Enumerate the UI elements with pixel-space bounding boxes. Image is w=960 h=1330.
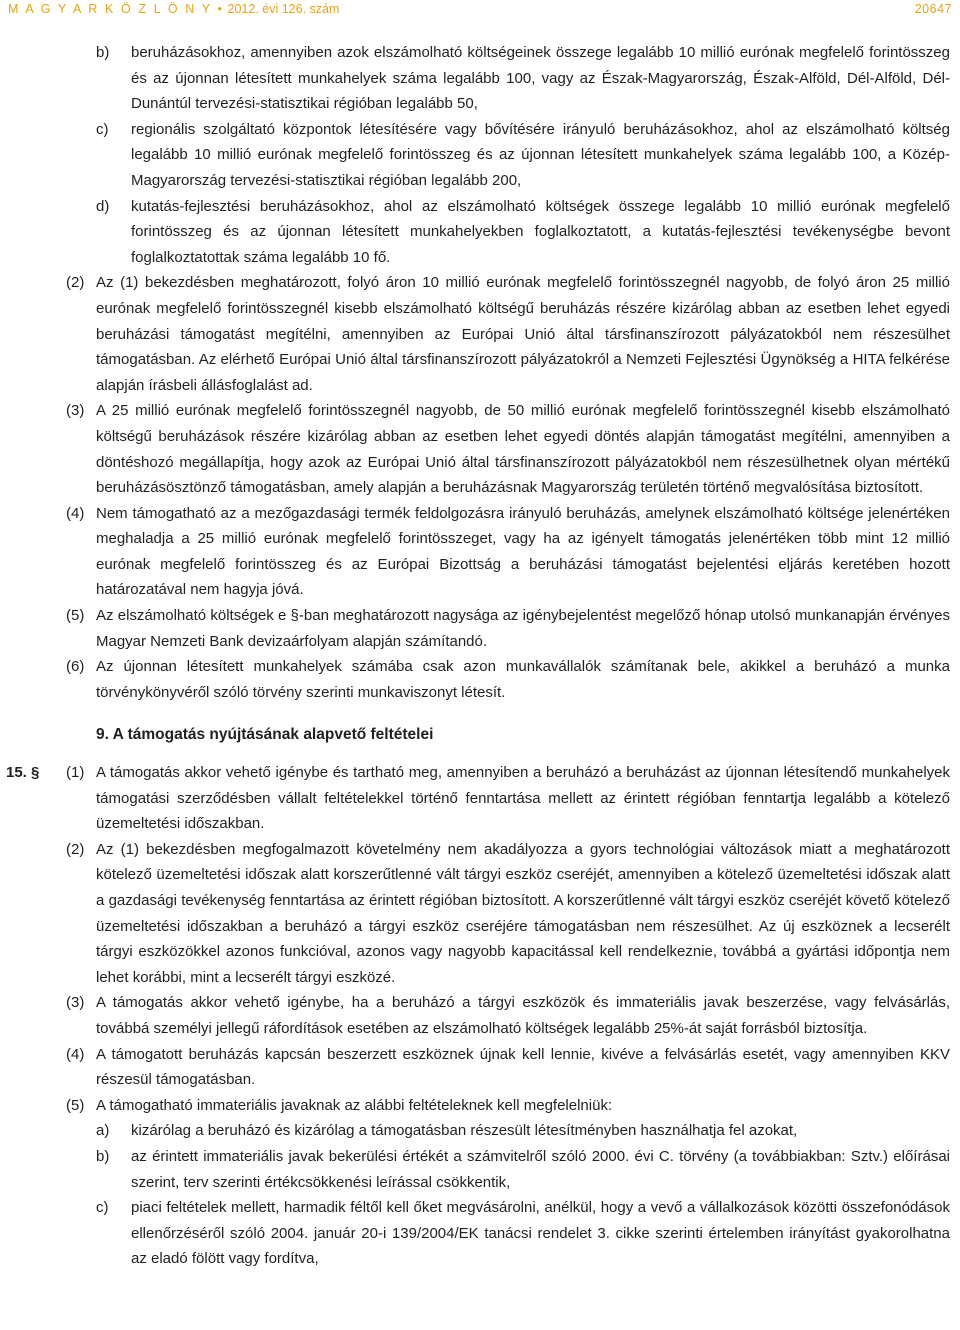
paragraph-text: A támogatható immateriális javaknak az alábbi feltételeknek kell megfelelniük: — [96, 1096, 613, 1114]
item-label: b) — [96, 44, 110, 61]
paragraph — [0, 603, 960, 654]
item-text: beruházásokhoz, amennyiben azok elszámolható költségeinek összege legalább 10 millió eurónak megfelelő forintösszeg és az újonnan létesített munkahelyek száma legalább 100, vagy az Észak-Magyarország, Észak-Alföld, Dél-Alföld, Dél-Dunántúl tervezési-statisztikai régióban legalább 50, — [131, 44, 950, 113]
paragraph-label: (2) — [66, 840, 85, 858]
paragraph-text: A támogatott beruházás kapcsán beszerzett eszköznek újnak kell lennie, kivéve a felvásárlás esetét, vagy amennyiben KKV részesül támogatásban. — [96, 1045, 950, 1089]
document-body — [0, 40, 960, 1272]
list-item — [0, 117, 960, 194]
section-heading: 9. A támogatás nyújtásának alapvető feltételei — [96, 726, 434, 744]
journal-title: M A G Y A R K Ö Z L Ö N Y — [8, 2, 212, 16]
paragraph-label: (5) — [66, 1096, 85, 1114]
list-item — [0, 1118, 960, 1144]
item-text: az érintett immateriális javak bekerülési értékét a számvitelről szóló 2000. évi C. törvény (a továbbiakban: Sztv.) előírásai szerint, terv szerinti értékcsökkenési leírással csökkentik, — [131, 1147, 950, 1191]
paragraph-text: Az elszámolható költségek e §-ban meghatározott nagysága az igénybejelentést megelőző hónap utolsó munkanapján érvényes Magyar Nemzeti Bank devizaárfolyam alapján számítandó. — [96, 607, 950, 650]
paragraph-text: Az (1) bekezdésben megfogalmazott követelmény nem akadályozza a gyors technológiai változások miatt a meghatározott kötelező üzemeltetési időszak alatt korszerűtlenné vált tárgyi eszköz cseréjét, amennyiben a kötelező üzemeltetési időszak alatt a gazdasági tevékenység fenntartása az érintett régióban biztosított. A korszerűtlenné vált tárgyi eszköz cseréjét követő kötelező üzemeltetési időszakban a beruházó a tárgyi eszköz cseréjére támogatásban nem részesülhet. Az új eszköznek a lecserélt tárgyi eszközökkel azonos funkcióval, azonos vagy nagyobb kapacitással kell rendelkeznie, továbbá a gyártási időpontja nem lehet korábbi, mint a lecserélt tárgyi eszközé. — [96, 840, 950, 986]
paragraph — [0, 990, 960, 1041]
paragraph-text: Nem támogatható az a mezőgazdasági termék feldolgozásra irányuló beruházás, amelynek elszámolható költsége jelenértéken meghaladja a 25 millió eurónak megfelelő forintösszeget, vagy ha az igényelt támogatás jelenértéken több mint 12 millió eurónak megfelelő forintösszeg és az Európai Bizottság a beruházási támogatást bejelentési eljárás keretében hozott határozatával nem hagyja jóvá. — [96, 504, 950, 599]
item-label: a) — [96, 1122, 110, 1140]
paragraph-text: A támogatás akkor vehető igénybe és tartható meg, amennyiben a beruházó a beruházást az újonnan létesítendő munkahelyek támogatási szerződésben vállalt feltételekkel történő fenntartása mellett az érintett régióban fenntartja legalább a kötelező üzemeltetési időszakban. — [96, 764, 950, 833]
item-text: regionális szolgáltató központok létesítésére vagy bővítésére irányuló beruházásokhoz, ahol az elszámolható költség legalább 10 millió eurónak megfelelő forintösszeg és az újonnan létesített munkahelyek száma legalább 100, a Közép-Magyarország tervezési-statisztikai régióban legalább 200, — [131, 120, 950, 189]
header-journal-info — [8, 2, 339, 16]
item-label: b) — [96, 1147, 110, 1165]
list-item — [0, 1144, 960, 1195]
paragraph — [0, 501, 960, 603]
item-text: piaci feltételek mellett, harmadik féltől kell őket megvásárolni, anélkül, hogy a vevő a vállalkozások közötti összefonódások ellenőrzéséről szóló 2004. január 20-i 139/2004/EK tanácsi rendelet 3. cikke szerinti értelemben irányítást gyakorolhatna az eladó fölött vagy fordítva, — [131, 1199, 950, 1268]
paragraph-label: (3) — [66, 994, 85, 1012]
list-item — [0, 1195, 960, 1272]
paragraph-label: (5) — [66, 607, 85, 625]
paragraph — [0, 760, 960, 837]
item-text: kizárólag a beruházó és kizárólag a támogatásban részesült létesítményben használhatja fel azokat, — [131, 1122, 798, 1140]
item-label: d) — [96, 197, 110, 215]
paragraph-text: A 25 millió eurónak megfelelő forintösszegnél nagyobb, de 50 millió eurónak megfelelő forintösszegnél kisebb elszámolható költségű beruházások részére kizárólag abban az esetben lehet egyedi döntés alapján támogatást megítélni, amennyiben a döntéshozó megállapítja, hogy azok az Európai Unió által társfinanszírozott pályázatokból nem részesülhetnek olyan mértékű beruházásösztönző támogatásban, amely alapján a beruházásnak Magyarország területén történő megvalósítása biztosított. — [96, 402, 950, 497]
paragraph-label: (2) — [66, 274, 85, 292]
header-bullet: • — [217, 2, 222, 16]
paragraph-label: (1) — [66, 764, 85, 782]
item-text: kutatás-fejlesztési beruházásokhoz, ahol az elszámolható költségek összege legalább 10 millió eurónak megfelelő forintösszeg és az újonnan létesített munkahelyekben foglalkoztatott, a kutatás-fejlesztési tevékenységbe bevont foglalkoztatottak száma legalább 10 fő. — [131, 197, 950, 266]
paragraph-text: Az újonnan létesített munkahelyek számába csak azon munkavállalók számítanak bele, akikkel a beruházó a munka törvénykönyvéről szóló törvény szerinti munkaviszonyt létesít. — [96, 658, 950, 701]
paragraph-label: (4) — [66, 1045, 85, 1063]
issue-number: 2012. évi 126. szám — [227, 2, 340, 16]
page-header — [0, 0, 960, 20]
paragraph-text: Az (1) bekezdésben meghatározott, folyó áron 10 millió eurónak megfelelő forintösszegnél nagyobb, de folyó áron 25 millió eurónak megfelelő forintösszegnél kisebb elszámolható költségű beruházás részére kizárólag abban az esetben lehet egyedi beruházási támogatást megítélni, amennyiben az Európai Unió által társfinanszírozott pályázatokból nem részesülhet támogatásban. Az elérhető Európai Unió által társfinanszírozott pályázatokról a Nemzeti Fejlesztési Ügynökség a HITA felkérése alapján írásbeli állásfoglalást ad. — [96, 274, 950, 394]
item-label: c) — [96, 1199, 109, 1217]
page-number: 20647 — [914, 2, 952, 16]
paragraph — [0, 398, 960, 500]
paragraph-label: (3) — [66, 402, 85, 420]
item-label: c) — [96, 120, 109, 138]
paragraph-label: (4) — [66, 504, 85, 522]
paragraph — [0, 1042, 960, 1093]
paragraph — [0, 1093, 960, 1119]
section-number: 15. § — [6, 764, 40, 782]
list-item — [0, 194, 960, 271]
paragraph — [0, 654, 960, 705]
paragraph — [0, 837, 960, 991]
list-item — [0, 40, 960, 117]
paragraph — [0, 270, 960, 398]
paragraph-label: (6) — [66, 658, 85, 676]
paragraph-text: A támogatás akkor vehető igénybe, ha a beruházó a tárgyi eszközök és immateriális javak beszerzése, vagy felvásárlás, továbbá személyi jellegű ráfordítások esetében az elszámolható költségek legalább 25%-át saját forrásból biztosítja. — [96, 994, 950, 1037]
